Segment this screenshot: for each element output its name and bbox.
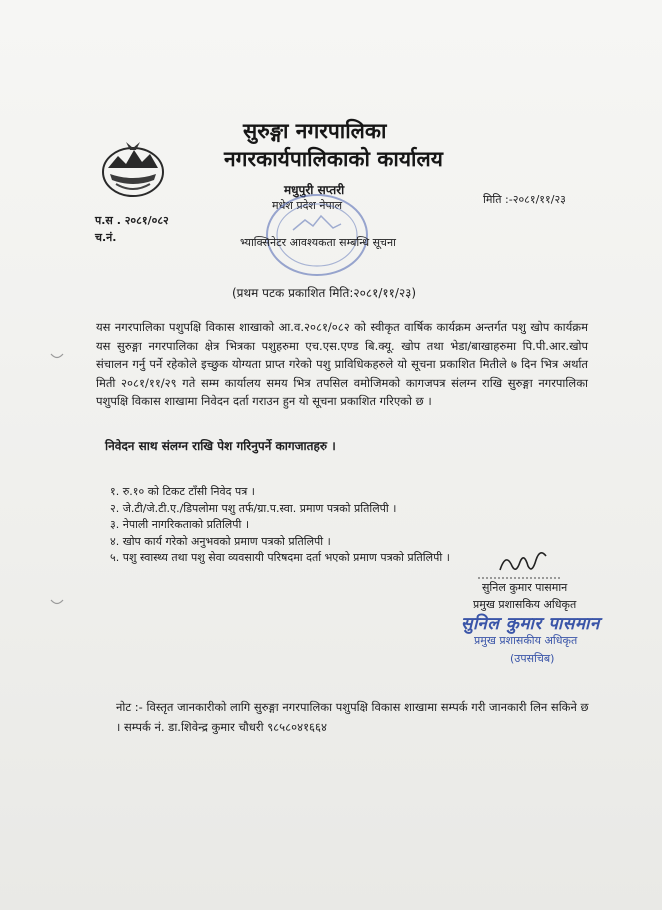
address-line-1: मधुपुरी सप्तरी: [284, 183, 345, 197]
office-title: नगरकार्यपालिकाको कार्यालय: [224, 147, 443, 171]
notice-subject: भ्याक्सिनेटर आवश्यकता सम्बन्धि सूचना: [240, 236, 396, 249]
list-item: ४. खोप कार्य गरेको अनुभवको प्रमाण पत्रको प्रतिलिपी ।: [110, 534, 331, 548]
address-line-2: मधेश प्रदेश नेपाल: [272, 199, 343, 212]
reference-number: प.स . २०८१/०८२: [95, 214, 169, 227]
list-item: २. जे.टी/जे.टी.ए./डिपलोमा पशु तर्फ/ग्रा.प.स्वा. प्रमाण पत्रको प्रतिलिपी ।: [110, 501, 397, 515]
punch-mark-icon: [50, 598, 64, 606]
municipality-title: सुरुङ्गा नगरपालिका: [243, 119, 387, 143]
handwritten-signature-icon: [470, 538, 580, 584]
documents-heading: निवेदन साथ संलग्न राखि पेश गरिनुपर्ने कागजातहरु ।: [105, 439, 336, 453]
notice-body: यस नगरपालिका पशुपक्षि विकास शाखाको आ.व.२०८१/०८२ को स्वीकृत वार्षिक कार्यक्रम अन्तर्गत पशु खोप कार्यक्रम यस सुरुङ्गा नगरपालिका क्षेत्र भित्रका पशुहरुमा एच.एस.एण्ड बि.क्यू. खोप तथा भेडा/बाखाहरुमा पि.पी.आर.खोप संचालन गर्नु पर्ने रहेकोले इच्छुक योग्यता प्राप्त गरेको पशु प्राविधिकहरुले यो सूचना प्रकाशित मितीले ७ दिन भित्र अर्थात मिती २०८१/११/२९ गते सम्म कार्यालय समय भित्र तपसिल वमोजिमको कागजपत्र संलग्न राखि सुरुङ्गा नगरपालिका पशुपक्षि विकास शाखामा निवेदन दर्ता गराउन हुन यो सूचना प्रकाशित गरिएको छ ।: [96, 320, 588, 409]
stamp-rank: (उपसचिब): [510, 652, 555, 665]
letter-date: मिति :-२०८१/११/२३: [483, 193, 566, 206]
list-item: ५. पशु स्वास्थ्य तथा पशु सेवा व्यवसायी परिषदमा दर्ता भएको प्रमाण पत्रको प्रतिलिपी ।: [110, 551, 450, 565]
dispatch-number: च.नं.: [95, 231, 117, 244]
signatory-name: सुनिल कुमार पासमान: [482, 581, 568, 594]
stamp-post: प्रमुख प्रशासकीय अधिकृत: [474, 634, 578, 647]
documents-list: [110, 484, 450, 567]
nepal-emblem-icon: [96, 138, 170, 200]
list-item: १. रु.१० को टिकट टाँसी निवेद पत्र ।: [110, 485, 255, 498]
contact-note: नोट :- विस्तृत जानकारीको लागि सुरुङ्गा नगरपालिका पशुपक्षि विकास शाखामा सम्पर्क गरी जानकारी लिन सकिने छ । सम्पर्क नं. डा.शिवेन्द्र कुमार चौधरी ९८५८०४१६६४: [116, 700, 589, 734]
punch-mark-icon: [50, 352, 64, 360]
signatory-post: प्रमुख प्रशासकिय अधिकृत: [473, 598, 577, 611]
stamp-name: सुनिल कुमार पासमान: [461, 614, 600, 634]
publication-date: (प्रथम पटक प्रकाशित मिति:२०८१/११/२३): [232, 286, 417, 300]
list-item: ३. नेपाली नागरिकताको प्रतिलिपी ।: [110, 518, 250, 532]
